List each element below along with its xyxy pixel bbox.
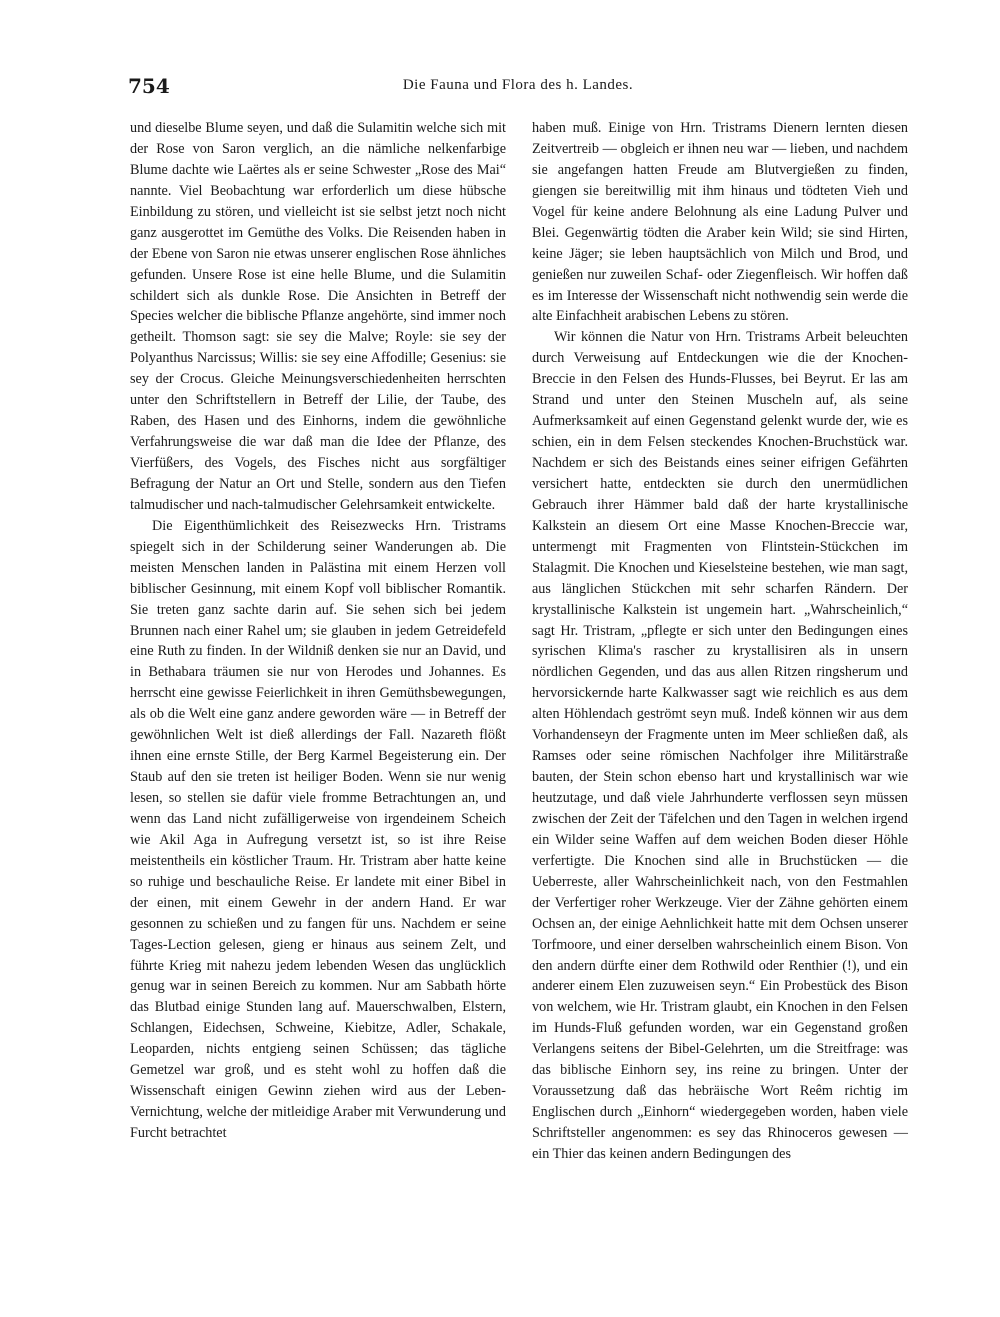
paragraph: haben muß. Einige von Hrn. Tristrams Dienern lernten diesen Zeitvertreib — obgleich er ihnen neu war — lieben, und nachdem sie angefangen hatten Freude am Blutvergießen zu finden, giengen sie bereitwillig mit ihm hinaus und tödteten Vieh und Vogel für keine andere Belohnung als eine Ladung Pulver und Blei. Gegenwärtig tödten die Araber kein Wild; sie sind Hirten, keine Jäger; sie leben hauptsächlich von Milch und Brod, und genießen nur zuweilen Schaf- oder Ziegenfleisch. Wir hoffen daß es im Interesse der Wissenschaft nicht nothwendig sein werde die alte Einfachheit arabischen Lebens zu stören.: [532, 120, 908, 325]
paragraph: und dieselbe Blume seyen, und daß die Sulamitin welche sich mit der Rose von Saron verglich, an die nämliche nelkenfarbige Blume dachte wie Laërtes als er seine Schwester „Rose des Mai“ nannte. Viel Beobachtung war erforderlich um diese hübsche Einbildung zu stören, und vielleicht ist sie selbst jetzt noch nicht ganz ausgerottet im Gemüthe des Volks. Die Reisenden haben in der Ebene von Saron nie etwas unserer englischen Rose ähnliches gefunden. Unsere Rose ist eine helle Blume, und die Sulamitin schildert sich als dunkle Rose. Die Ansichten in Betreff der Species welcher die biblische Pflanze angehörte, sind immer noch getheilt. Thomson sagt: sie sey die Malve; Royle: sie sey der Polyanthus Narcissus; Willis: sie sey eine Affodille; Gesenius: sie sey der Crocus. Gleiche Meinungsverschiedenheiten herrschten unter den Schriftstellern in Betreff der Lilie, der Taube, des Raben, des Hasen und des Einhorns, indem die gewöhnliche Verfahrungsweise die war daß man die Idee der Pflanze, des Vierfüßers, des Vogels, des Fisches nicht aus sorgfältiger Befragung der Natur an Ort und Stelle, sondern aus den Tiefen talmudischer und nach-talmudischer Gelehrsamkeit entwickelte.: [130, 120, 506, 513]
left-column: [130, 118, 506, 1144]
paragraph: Wir können die Natur von Hrn. Tristrams Arbeit beleuchten durch Verweisung auf Entdeckungen wie die der Knochen-Breccie in den Felsen des Hunds-Flusses, bei Beyrut. Er las am Strand und unter den Steinen Muscheln auf, als seine Aufmerksamkeit auf einen Gegenstand gelenkt wurde der, wie es schien, ein in dem Felsen steckendes Knochen-Bruchstück war. Nachdem er sich des Beistands eines seiner eifrigen Gefährten versichert hatte, entdeckten sie durch den unermüdlichen Gebrauch ihrer Hämmer bald daß der harte krystallinische Kalkstein an diesem Ort eine Masse Knochen-Breccie war, untermengt mit Fragmenten von Flintstein-Stückchen im Stalagmit. Die Knochen und Kieselsteine bestehen, wie man sagt, aus länglichen Stückchen mit sehr scharfen Rändern. Der krystallinische Kalkstein ist ungemein hart. „Wahrscheinlich,“ sagt Hr. Tristram, „pflegte er sich unter den Bedingungen eines syrischen Klima's rascher zu krystallisiren als in unsern nördlichen Gegenden, und das aus allen Ritzen ringsherum und hervorsickernde harte Kalkwasser sagt wie reichlich es aus dem alten Höhlendach geströmt seyn muß. Indeß können wir aus dem Vorhandenseyn der Fragmente unten im Meer schließen daß, als Ramses oder seine römischen Nachfolger ihre Militärstraße bauten, der Stein schon ebenso hart und krystallinisch war wie heutzutage, und daß viele Jahrhunderte verflossen seyn müssen zwischen der Zeit der Täfelchen und den Tagen in welchen irgend ein Wilder seine Waffen auf dem weichen Boden dieser Höhle verfertigte. Die Knochen sind alle in Bruchstücken — die Ueberreste, aller Wahrscheinlichkeit nach, von den Festmahlen der Verfertiger roher Werkzeuge. Vier der Zähne gehörten einem Ochsen an, der einige Aehnlichkeit hatte mit dem Ochsen unserer Torfmoore, und einer derselben wahrscheinlich einem Bison. Von den andern dürfte einer dem Rothwild oder Renthier (!), und ein anderer einem Elen zuzuweisen seyn.“ Ein Probestück des Bison von welchem, wie Hr. Tristram glaubt, ein Knochen in den Felsen im Hunds-Fluß gefunden worden, war ein Gegenstand großen Verlangens seitens der Bibel-Gelehrten, um die Streitfrage: was das biblische Einhorn sey, ins reine zu bringen. Unter der Voraussetzung daß das hebräische Wort Reêm richtig im Englischen durch „Einhorn“ wiedergegeben worden, haben viele Schriftsteller angenommen: es sey das Rhinoceros gewesen — ein Thier das keinen andern Bedingungen des: [532, 329, 908, 1162]
running-title: Die Fauna und Flora des h. Landes.: [402, 77, 634, 93]
page-header: [128, 74, 908, 100]
right-column: [532, 118, 908, 1165]
page-number: 754: [128, 74, 170, 98]
paragraph: Die Eigenthümlichkeit des Reisezwecks Hrn. Tristrams spiegelt sich in der Schilderung seiner Wanderungen ab. Die meisten Menschen landen in Palästina mit einem Herzen voll biblischer Gesinnung, mit einem Kopf voll biblischer Romantik. Sie treten ganz sachte darin auf. Sie sehen sich bei jedem Brunnen nach einer Rahel um; sie glauben in jedem Getreidefeld eine Ruth zu finden. In der Wildniß denken sie nur an David, und in Bethabara träumen sie nur von Herodes und Johannes. Es herrscht eine gewisse Feierlichkeit in ihren Gemüthsbewegungen, als ob die Welt eine ganz andere geworden wäre — in Betreff der gewöhnlichen Welt ist dieß allerdings der Fall. Nazareth flößt ihnen eine ernste Stille, der Berg Karmel Begeisterung ein. Der Staub auf den sie treten ist heiliger Boden. Wenn sie nur wenig lesen, so stellen sie dafür viele fromme Betrachtungen an, und wenn das Land nicht zufälligerweise von irgendeinem Scheich wie Akil Aga in Aufregung versetzt ist, so ist ihre Reise meistentheils ein köstlicher Traum. Hr. Tristram aber hatte keine so ruhige und beschauliche Reise. Er landete mit einer Bibel in der einen, mit einem Gewehr in der andern Hand. Er war gesonnen zu schießen und zu fangen für uns. Nachdem er seine Tages-Lection gelesen, gieng er hinaus aus seinem Zelt, und führte Krieg mit nahezu jedem lebenden Wesen das unglücklich genug war in seinen Bereich zu kommen. Nur am Sabbath hörte das Blutbad einige Stunden lang auf. Mauerschwalben, Elstern, Schlangen, Eidechsen, Schweine, Kiebitze, Adler, Schakale, Leoparden, nichts entgieng seinen Schüssen; das tägliche Gemetzel war groß, und es steht wohl zu hoffen daß die Wissenschaft einigen Gewinn ziehen wird aus der Leben-Vernichtung, welche der mitleidige Araber mit Verwunderung und Furcht betrachtet: [130, 517, 506, 1141]
